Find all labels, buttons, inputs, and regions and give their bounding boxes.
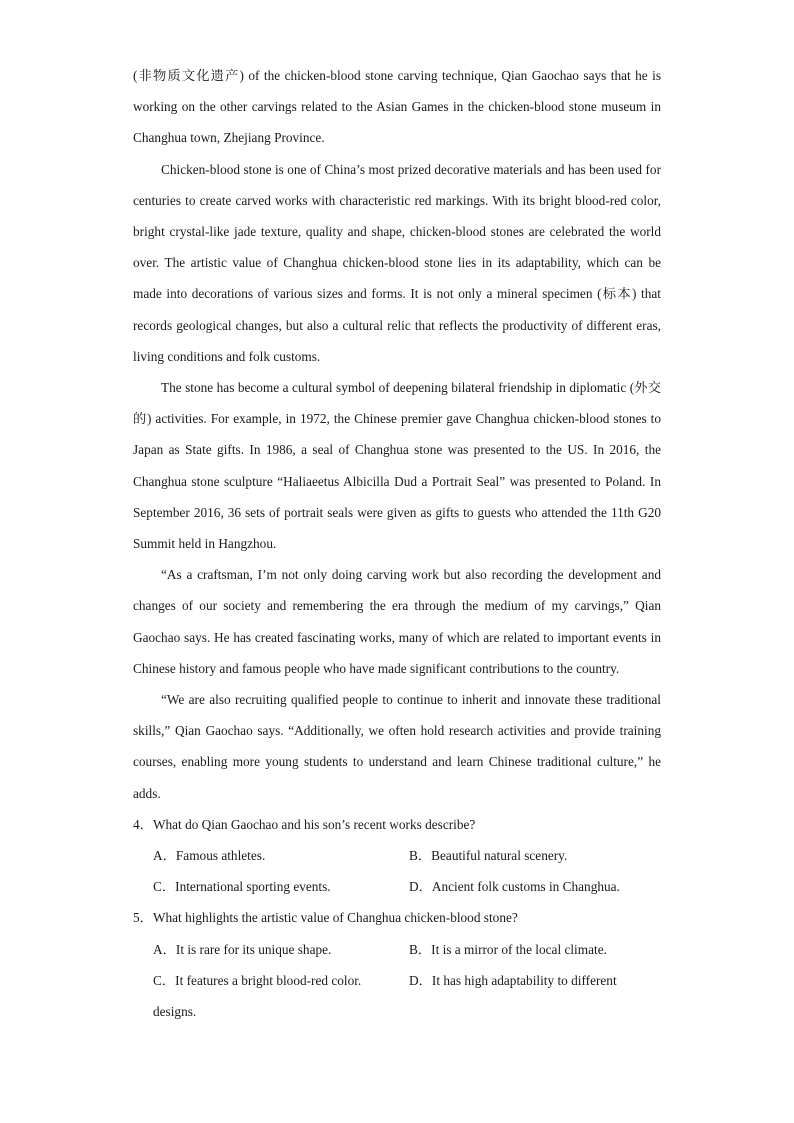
option-b: B．Beautiful natural scenery. xyxy=(409,848,568,864)
option-a: A．It is rare for its unique shape. xyxy=(153,941,332,957)
question-stem: 5．What highlights the artistic value of Changhua chicken-blood stone? xyxy=(133,910,518,926)
option-c: C．International sporting events. xyxy=(153,879,331,895)
option-c: C．It features a bright blood-red color. xyxy=(153,972,362,988)
question-4 xyxy=(133,809,661,903)
document-page xyxy=(133,60,661,1027)
question-stem: 4．What do Qian Gaochao and his son’s recent works describe? xyxy=(133,816,476,832)
passage-paragraph-3: The stone has become a cultural symbol of deepening bilateral friendship in diplomatic (外交的) activities. For example, in 1972, the Chinese premier gave Changhua chicken-blood stones to Japan as State gifts. In 1986, a seal of Changhua stone was presented to the US. In 2016, the Changhua stone sculpture “Haliaeetus Albicilla Dud a Portrait Seal” was presented to Poland. In September 2016, 36 sets of portrait seals were given as gifts to guests who attended the 11th G20 Summit held in Hangzhou. xyxy=(133,380,661,552)
passage-paragraph-5: “We are also recruiting qualified people to continue to inherit and innovate these traditional skills,” Qian Gaochao says. “Additionally, we often hold research activities and provide training courses, enabling more young students to understand and learn Chinese traditional culture,” he adds. xyxy=(133,692,661,801)
question-options xyxy=(153,934,661,996)
option-d-continuation: designs. xyxy=(153,1004,197,1020)
passage-paragraph-1: (非物质文化遗产) of the chicken-blood stone carving technique, Qian Gaochao says that he is working on the other carvings related to the Asian Games in the chicken-blood stone museum in Changhua town, Zhejiang Province. xyxy=(133,68,661,146)
option-d: D．It has high adaptability to different xyxy=(409,972,617,988)
passage-paragraph-4: “As a craftsman, I’m not only doing carving work but also recording the development and changes of our society and remembering the era through the medium of my carvings,” Qian Gaochao says. He has created fascinating works, many of which are related to important events in Chinese history and famous people who have made significant contributions to the country. xyxy=(133,567,661,676)
option-d: D．Ancient folk customs in Changhua. xyxy=(409,879,620,895)
question-options xyxy=(153,840,661,902)
question-5 xyxy=(133,902,661,1027)
passage-paragraph-2: Chicken-blood stone is one of China’s most prized decorative materials and has been used for centuries to create carved works with characteristic red markings. With its bright blood-red color, bright crystal-like jade texture, quality and shape, chicken-blood stones are celebrated the world over. The artistic value of Changhua chicken-blood stone lies in its adaptability, which can be made into decorations of various sizes and forms. It is not only a mineral specimen (标本) that records geological changes, but also a cultural relic that reflects the productivity of different eras, living conditions and folk customs. xyxy=(133,161,661,364)
option-b: B．It is a mirror of the local climate. xyxy=(409,941,607,957)
option-a: A．Famous athletes. xyxy=(153,848,266,864)
